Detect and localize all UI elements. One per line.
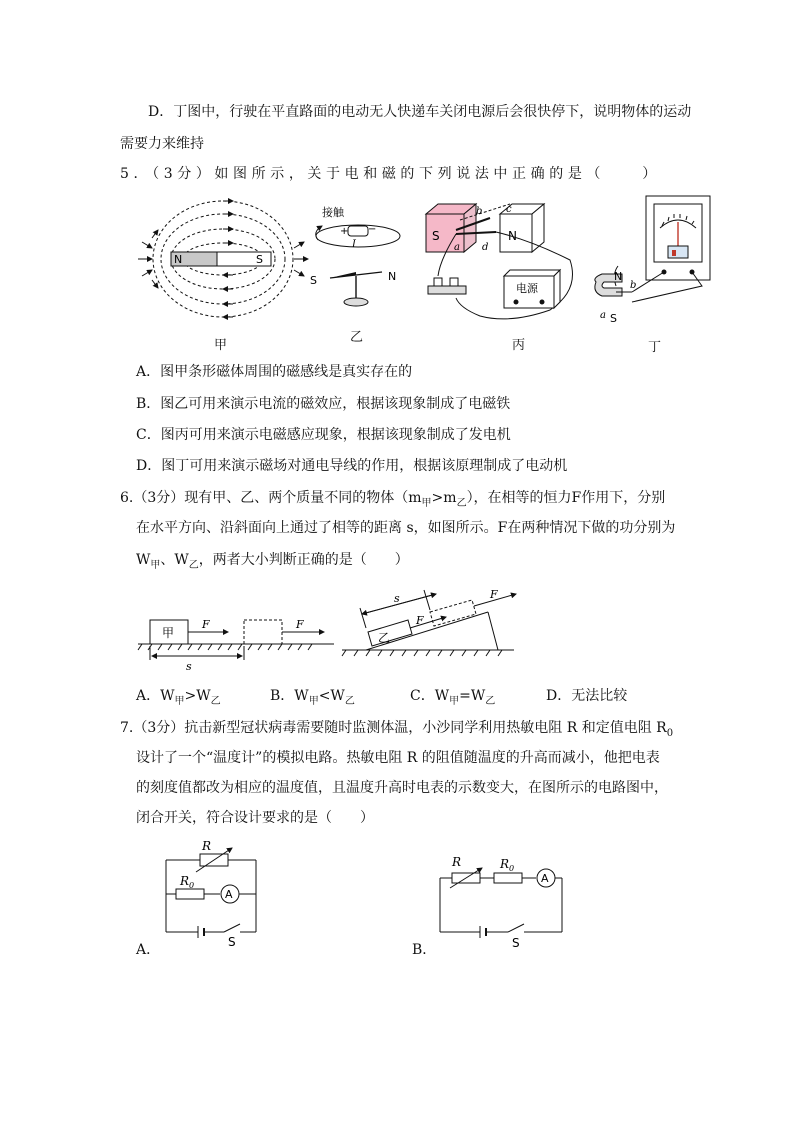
circuit-b-ammeter-label: A — [541, 872, 549, 885]
q6-l3-sub2: 乙 — [188, 559, 199, 571]
q6-option-c — [410, 686, 495, 712]
q5-option-b: B．图乙可用来演示电流的磁效应，根据该现象制成了电磁铁 — [136, 396, 511, 412]
q6-l3-sub1: 甲 — [150, 559, 161, 571]
needle-s-label: S — [310, 274, 317, 287]
q6-stem-line3 — [136, 550, 409, 576]
q5-label-ding: 丁 — [648, 340, 662, 355]
current-label: I — [352, 239, 356, 250]
q6-l1-pre: 6.（3分）现有甲、乙、两个质量不同的物体（m — [120, 490, 422, 506]
magnet-s-label: S — [256, 253, 263, 266]
block-yi-label: 乙 — [378, 631, 391, 645]
q5-label-yi: 乙 — [350, 330, 364, 345]
q7-l1-sub: 0 — [666, 727, 674, 739]
distance-s-label-2: s — [394, 592, 400, 605]
needle-n-label: N — [388, 270, 397, 283]
q6-l1-sub2: 乙 — [456, 497, 467, 509]
q6-a-sub2: 乙 — [210, 695, 221, 707]
force-f-label-2: F — [296, 618, 304, 631]
point-d-label: d — [482, 242, 489, 253]
circuit-b-r0-label — [499, 857, 514, 873]
circuit-a-switch-label: S — [228, 935, 236, 949]
q6-c-sub1: 甲 — [449, 695, 460, 707]
q6-b-rel: <W — [318, 688, 345, 704]
horseshoe-s-label: S — [610, 312, 617, 325]
q6-l1-post: ），在相等的恒力F作用下，分别 — [466, 490, 666, 506]
q5-figure-yi — [308, 200, 408, 310]
force-f-label-3: F — [416, 614, 424, 627]
circuit-b-r0-text: R — [500, 857, 510, 871]
contact-label: 接触 — [322, 206, 344, 219]
q7-option-b-label: B． — [412, 942, 437, 958]
q6-a-pre: A．W — [136, 688, 175, 704]
battery-minus-label: − — [368, 224, 377, 235]
distance-s-label-1: s — [186, 660, 192, 673]
circuit-a-r0-text: R — [180, 874, 190, 888]
horseshoe-n-label: N — [614, 270, 623, 283]
q7-stem-line4: 闭合开关，符合设计要求的是（ ） — [136, 810, 374, 826]
wire-a-label: a — [600, 310, 606, 321]
point-b-label: b — [476, 206, 483, 217]
q5-option-a: A．图甲条形磁体周围的磁感线是真实存在的 — [136, 364, 413, 380]
q4-option-d-line2: 需要力来维持 — [120, 136, 204, 152]
q5-figure-jia — [138, 190, 308, 320]
circuit-a-r0-label — [179, 874, 194, 890]
q6-c-rel: =W — [459, 688, 486, 704]
q6-l1-mid: >m — [431, 490, 457, 506]
force-f-label-1: F — [202, 618, 210, 631]
q5-label-jia: 甲 — [214, 338, 228, 353]
force-f-label-4: F — [490, 588, 498, 601]
q6-stem-line2: 在水平方向、沿斜面向上通过了相等的距离 s，如图所示。F在两种情况下做的功分别为 — [136, 520, 676, 536]
q7-circuit-b — [436, 852, 572, 950]
circuit-a-ammeter-label: A — [225, 888, 233, 901]
q6-option-b — [270, 686, 355, 712]
q6-l1-sub1: 甲 — [421, 497, 432, 509]
q6-c-pre: C．W — [410, 688, 450, 704]
q6-l3-sep: 、W — [160, 552, 189, 568]
magnet-n-label: N — [174, 253, 183, 266]
block-jia-label: 甲 — [162, 626, 175, 640]
q7-stem-line2: 设计了一个“温度计”的模拟电路。热敏电阻 R 的阻值随温度的升高而减小，他把电表 — [136, 750, 660, 766]
q6-option-d: D．无法比较 — [546, 688, 628, 704]
q6-a-rel: >W — [184, 688, 211, 704]
q7-option-a-label: A． — [136, 942, 161, 958]
q5-figure-bing — [420, 200, 580, 330]
q6-l3-post: ，两者大小判断正确的是（ ） — [198, 552, 409, 568]
point-a-label: a — [454, 242, 460, 253]
q6-b-sub1: 甲 — [308, 695, 319, 707]
circuit-b-switch-label: S — [512, 936, 520, 950]
wire-b-label: b — [630, 280, 637, 291]
point-c-label: c — [506, 204, 512, 215]
q7-circuit-a — [160, 836, 270, 948]
q5-stem: 5．（3分）如图所示，关于电和磁的下列说法中正确的是（ ） — [120, 166, 661, 182]
q7-stem-line3: 的刻度值都改为相应的温度值，且温度升高时电表的示数变大，在图所示的电路图中， — [136, 780, 668, 796]
q5-option-d: D．图丁可用来演示磁场对通电导线的作用，根据该原理制成了电动机 — [136, 458, 568, 474]
q6-a-sub1: 甲 — [174, 695, 185, 707]
q5-figure-ding — [592, 194, 712, 324]
q6-l3-w1: W — [136, 552, 151, 568]
circuit-b-r-label: R — [452, 855, 462, 869]
q7-l1-pre: 7.（3分）抗击新型冠状病毒需要随时监测体温，小沙同学利用热敏电阻 R 和定值电阻 R — [120, 720, 667, 736]
q5-label-bing: 丙 — [512, 338, 526, 353]
power-supply-label: 电源 — [516, 282, 538, 295]
magnet-n-label-bing: N — [508, 229, 517, 243]
battery-plus-label: + — [340, 226, 349, 237]
circuit-a-r-label: R — [202, 839, 212, 853]
q6-stem-line1 — [120, 488, 665, 514]
q6-b-sub2: 乙 — [344, 695, 355, 707]
circuit-a-r0-sub: 0 — [189, 881, 195, 890]
q6-b-pre: B．W — [270, 688, 309, 704]
q6-figure-incline — [338, 588, 518, 660]
q7-stem-line1 — [120, 718, 673, 744]
q6-figure-horizontal — [138, 596, 338, 676]
circuit-b-r0-sub: 0 — [509, 864, 515, 873]
q6-option-a — [136, 686, 221, 712]
q5-option-c: C．图丙可用来演示电磁感应现象，根据该现象制成了发电机 — [136, 427, 511, 443]
magnet-s-label-bing: S — [432, 229, 440, 243]
q4-option-d-line1: D．丁图中，行驶在平直路面的电动无人快递车关闭电源后会很快停下，说明物体的运动 — [148, 104, 692, 120]
q6-c-sub2: 乙 — [485, 695, 496, 707]
